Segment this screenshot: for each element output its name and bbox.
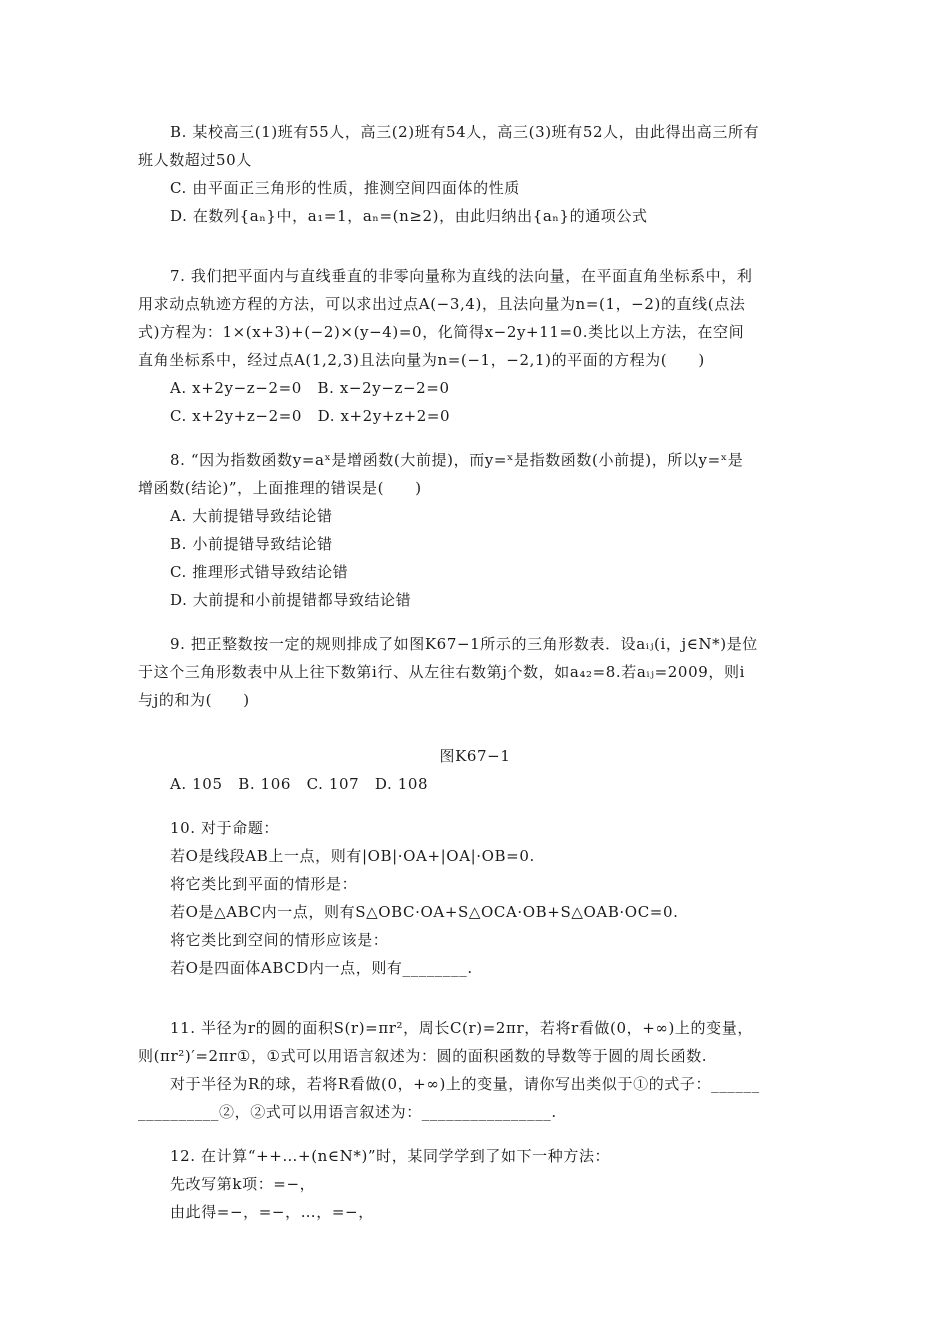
option-6b-line2: 班人数超过50人: [138, 151, 252, 169]
question-11-line2: 则(πr²)′=2πr①，①式可以用语言叙述为：圆的面积函数的导数等于圆的周长函数.: [138, 1047, 708, 1065]
question-10-line4: 若O是△ABC内一点，则有S△OBC·OA+S△OCA·OB+S△OAB·OC=0.: [170, 903, 679, 921]
question-10-line5: 将它类比到空间的情形应该是：: [170, 931, 389, 949]
question-10-line1: 10. 对于命题：: [170, 819, 280, 837]
question-9-line3: 与j的和为( ): [138, 691, 250, 709]
question-7-options-cd: C. x+2y+z−2=0 D. x+2y+z+2=0: [170, 407, 451, 425]
question-7-line1: 7. 我们把平面内与直线垂直的非零向量称为直线的法向量，在平面直角坐标系中，利: [170, 267, 753, 285]
question-12-line3: 由此得=−，=−，…，=−，: [170, 1203, 374, 1221]
question-11-line4: __________②，②式可以用语言叙述为：________________.: [138, 1103, 557, 1121]
question-10-line6: 若O是四面体ABCD内一点，则有________.: [170, 959, 473, 977]
question-7-line4: 直角坐标系中，经过点A(1,2,3)且法向量为n=(−1，−2,1)的平面的方程为( ): [138, 351, 705, 369]
question-7-line3: 式)方程为：1×(x+3)+(−2)×(y−4)=0，化简得x−2y+11=0.类比以上方法，在空间: [138, 323, 745, 341]
question-11-line1: 11. 半径为r的圆的面积S(r)=πr²，周长C(r)=2πr，若将r看做(0，+∞)上的变量，: [170, 1019, 753, 1037]
question-8-option-c: C. 推理形式错导致结论错: [170, 563, 349, 581]
option-6c: C. 由平面正三角形的性质，推测空间四面体的性质: [170, 179, 520, 197]
figure-caption: 图K67−1: [439, 747, 511, 765]
option-6b-line1: B. 某校高三(1)班有55人，高三(2)班有54人，高三(3)班有52人，由此得出高三所有: [170, 123, 760, 141]
question-7-options-ab: A. x+2y−z−2=0 B. x−2y−z−2=0: [170, 379, 450, 397]
question-12-line1: 12. 在计算“++…+(n∈N*)”时，某同学学到了如下一种方法：: [170, 1147, 611, 1165]
question-8-line1: 8. “因为指数函数y=aˣ是增函数(大前提)，而y=ˣ是指数函数(小前提)，所以y=ˣ是: [170, 451, 744, 469]
question-8-option-d: D. 大前提和小前提错都导致结论错: [170, 591, 412, 609]
question-9-line2: 于这个三角形数表中从上往下数第i行、从左往右数第j个数，如a₄₂=8.若aᵢⱼ=2009，则i: [138, 663, 745, 681]
question-8-line2: 增函数(结论)”，上面推理的错误是( ): [138, 479, 422, 497]
option-6d: D. 在数列{aₙ}中，a₁=1，aₙ=(n≥2)，由此归纳出{aₙ}的通项公式: [170, 207, 648, 225]
question-8-option-a: A. 大前提错导致结论错: [170, 507, 333, 525]
question-10-line2: 若O是线段AB上一点，则有|OB|·OA+|OA|·OB=0.: [170, 847, 535, 865]
question-10-line3: 将它类比到平面的情形是：: [170, 875, 358, 893]
question-9-options: A. 105 B. 106 C. 107 D. 108: [170, 775, 429, 793]
question-9-line1: 9. 把正整数按一定的规则排成了如图K67−1所示的三角形数表．设aᵢⱼ(i，j∈N*)是位: [170, 635, 758, 653]
question-8-option-b: B. 小前提错导致结论错: [170, 535, 333, 553]
question-12-line2: 先改写第k项：=−，: [170, 1175, 316, 1193]
question-7-line2: 用求动点轨迹方程的方法，可以求出过点A(−3,4)，且法向量为n=(1，−2)的直线(点法: [138, 295, 746, 313]
question-11-line3: 对于半径为R的球，若将R看做(0，+∞)上的变量，请你写出类似于①的式子：______: [170, 1075, 760, 1093]
